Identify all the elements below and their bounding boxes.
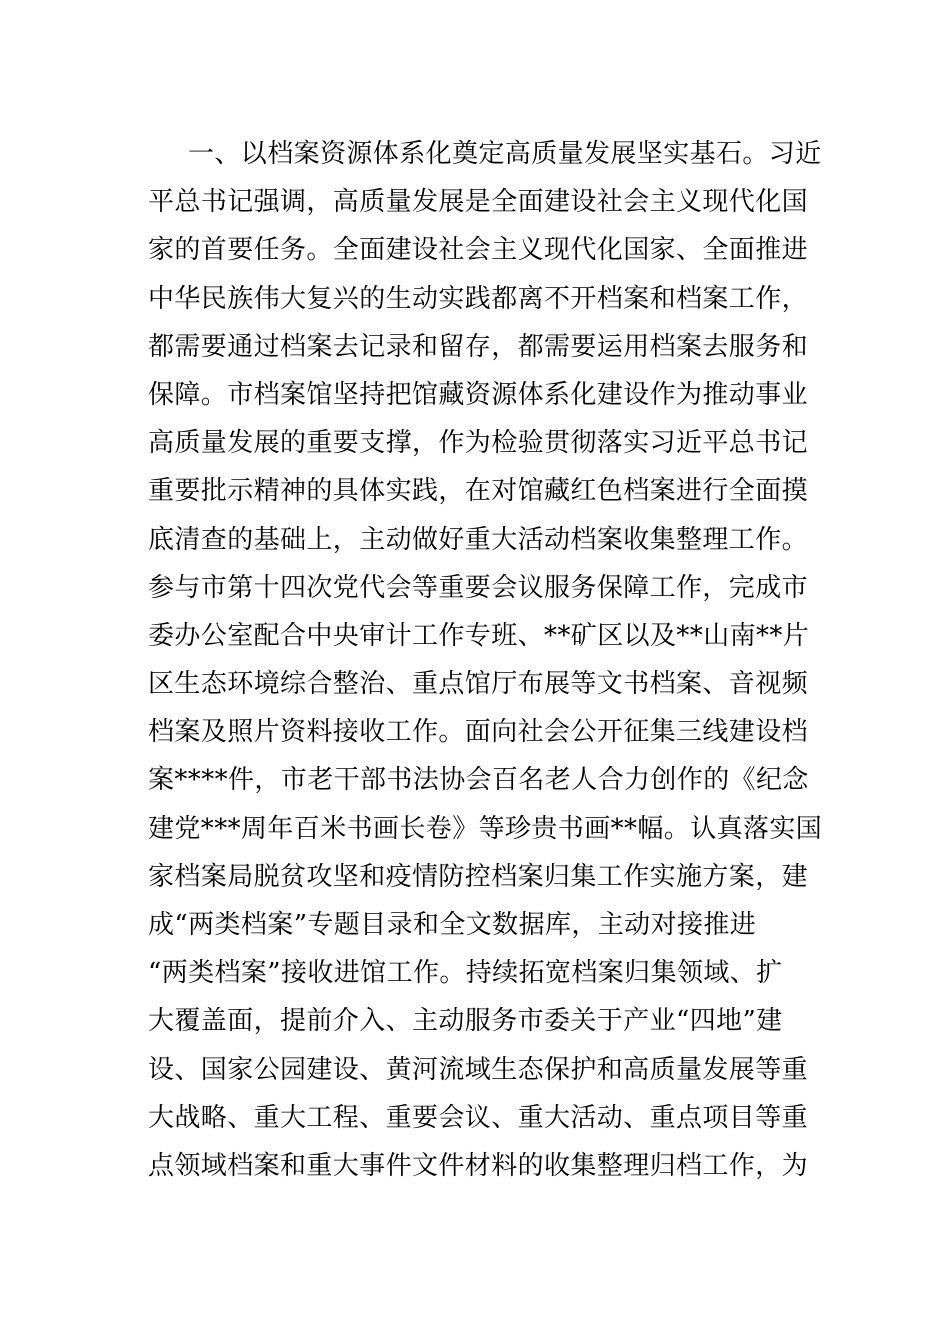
paragraph-line: 委办公室配合中央审计工作专班、**矿区以及**山南**片 [148, 620, 810, 651]
paragraph-line: 建党***周年百米书画长卷》等珍贵书画**幅。认真落实国 [148, 813, 823, 844]
paragraph-line: 大覆盖面，提前介入、主动服务市委关于产业“四地”建 [148, 1006, 783, 1037]
paragraph-line: 家档案局脱贫攻坚和疫情防控档案归集工作实施方案，建 [148, 861, 809, 892]
paragraph-line: 中华民族伟大复兴的生动实践都离不开档案和档案工作， [148, 283, 809, 314]
paragraph-line: 参与市第十四次党代会等重要会议服务保障工作，完成市 [148, 572, 809, 603]
paragraph-line: 保障。市档案馆坚持把馆藏资源体系化建设作为推动事业 [148, 379, 809, 410]
paragraph-line: 大战略、重大工程、重要会议、重大活动、重点项目等重 [148, 1102, 809, 1133]
paragraph-line: 点领域档案和重大事件文件材料的收集整理归档工作，为 [148, 1150, 809, 1181]
paragraph-line: 档案及照片资料接收工作。面向社会公开征集三线建设档 [148, 717, 809, 748]
paragraph-line: 重要批示精神的具体实践，在对馆藏红色档案进行全面摸 [148, 476, 809, 507]
paragraph-line: 一、以档案资源体系化奠定高质量发展坚实基石。习近 [188, 139, 822, 169]
paragraph-line: 区生态环境综合整治、重点馆厅布展等文书档案、音视频 [148, 669, 809, 700]
paragraph-line: 案****件，市老干部书法协会百名老人合力创作的《纪念 [148, 765, 809, 796]
paragraph-line: 高质量发展的重要支撑，作为检验贯彻落实习近平总书记 [148, 428, 809, 459]
paragraph-line: 都需要通过档案去记录和留存，都需要运用档案去服务和 [148, 331, 809, 362]
paragraph-line: 家的首要任务。全面建设社会主义现代化国家、全面推进 [148, 235, 809, 266]
paragraph-line: 设、国家公园建设、黄河流域生态保护和高质量发展等重 [148, 1054, 809, 1085]
paragraph-line: 底清查的基础上，主动做好重大活动档案收集整理工作。 [148, 524, 809, 555]
paragraph-line: “两类档案”接收进馆工作。持续拓宽档案归集领域、扩 [148, 958, 783, 989]
body-paragraph [148, 130, 828, 1190]
paragraph-line: 成“两类档案”专题目录和全文数据库，主动对接推进 [148, 910, 757, 940]
paragraph-line: 平总书记强调，高质量发展是全面建设社会主义现代化国 [148, 187, 809, 218]
